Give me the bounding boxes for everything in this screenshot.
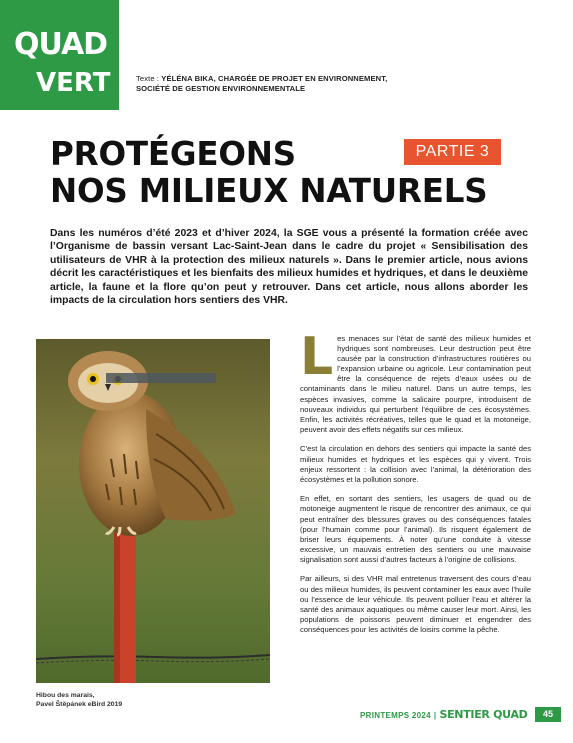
photo-caption	[36, 691, 122, 709]
title-line-2: NOS MILIEUX NATURELS	[50, 172, 488, 210]
byline	[136, 74, 387, 94]
drop-cap: L	[300, 327, 334, 387]
footer-separator: |	[433, 711, 437, 720]
owl-photo	[36, 339, 270, 683]
title-line-1: PROTÉGEONS	[50, 135, 296, 173]
body-paragraph-4: Par ailleurs, si des VHR mal entretenus traversent des cours d’eau ou des milieux humides, ils peuvent contaminer les eaux avec l’huile ou l’essence de leur véhicule. Ils peuvent polluer l’eau et altérer la santé des animaux aquatiques ou même causer leur mort. Ainsi, les populations de poissons peuvent diminuer et engendrer des conséquences pour les activités de loisirs comme la pêche.	[300, 574, 531, 634]
page-number: 45	[535, 707, 561, 722]
logo-quad-text: QUAD	[14, 27, 108, 62]
owl-illustration	[36, 339, 270, 683]
caption-line-2: Pavel Štěpánek eBird 2019	[36, 701, 123, 708]
caption-line-1: Hibou des marais,	[36, 692, 95, 699]
footer-issue: PRINTEMPS 2024	[360, 711, 431, 720]
section-logo	[0, 0, 119, 110]
body-paragraph-1	[300, 327, 531, 435]
footer-magazine-logo: SENTIER QUAD	[439, 708, 528, 721]
intro-paragraph: Dans les numéros d’été 2023 et d’hiver 2024, la SGE vous a présenté la formation créée avec l’Organisme de bassin versant Lac-Saint-Jean dans le cadre du projet « Sensibilisation des utilisateurs de VHR à la protection des milieux naturels ». Dans le premier article, nous avions décrit les caractéristiques et les bienfaits des milieux humides et hydriques, et dans le deuxième article, la faune et la flore qu’on peut y retrouver. Dans cet article, nous allons aborder les impacts de la circulation hors sentiers des VHR.	[50, 228, 528, 307]
byline-label: Texte :	[136, 74, 162, 83]
body-paragraph-3: En effet, en sortant des sentiers, les usagers de quad ou de motoneige augmentent le risque de rencontrer des animaux, ce qui peut entraîner des blessures graves ou des conséquences fatales (pour l’humain comme pour l’animal). Ils risquent également de briser leurs équipements. À noter qu’une conduite à vitesse excessive, un mauvais entretien des sentiers ou une mauvaise signalisation sont aussi d’autres facteurs à l’origine de collisions.	[300, 494, 531, 564]
byline-author: YÉLÉNA BIKA, CHARGÉE DE PROJET EN ENVIRONNEMENT,	[161, 74, 388, 83]
page-footer	[360, 708, 528, 723]
part-badge: PARTIE 3	[404, 139, 501, 165]
body-column	[300, 327, 531, 645]
byline-org: SOCIÉTÉ DE GESTION ENVIRONNEMENTALE	[136, 84, 306, 93]
logo-vert-text: VERT	[36, 68, 111, 98]
body-paragraph-2: C’est la circulation en dehors des sentiers qui impacte la santé des milieux humides et hydriques et les espèces qui y vivent. Trois enjeux ressortent : la collision avec l’animal, la détérioration des écosystèmes et la pollution sonore.	[300, 444, 531, 484]
body-paragraph-1-text: es menaces sur l’état de santé des milieux humides et hydriques sont nombreuses. Leur destruction peut être causée par la construction d’infrastructures routières ou l’expansion urbaine ou agricole. Leur contamination peut être la conséquence de rejets d’eaux usées ou de contaminants dans le milieu naturel. Dans un autre temps, les espèces invasives, comme la salicaire pourpre, introduisent de nouveaux individus qui perturbent l’équilibre de ces écosystèmes. Enfin, les activités récréatives, telles que le quad et la motoneige, peuvent avoir des effets négatifs sur ces milieux.	[300, 334, 531, 434]
